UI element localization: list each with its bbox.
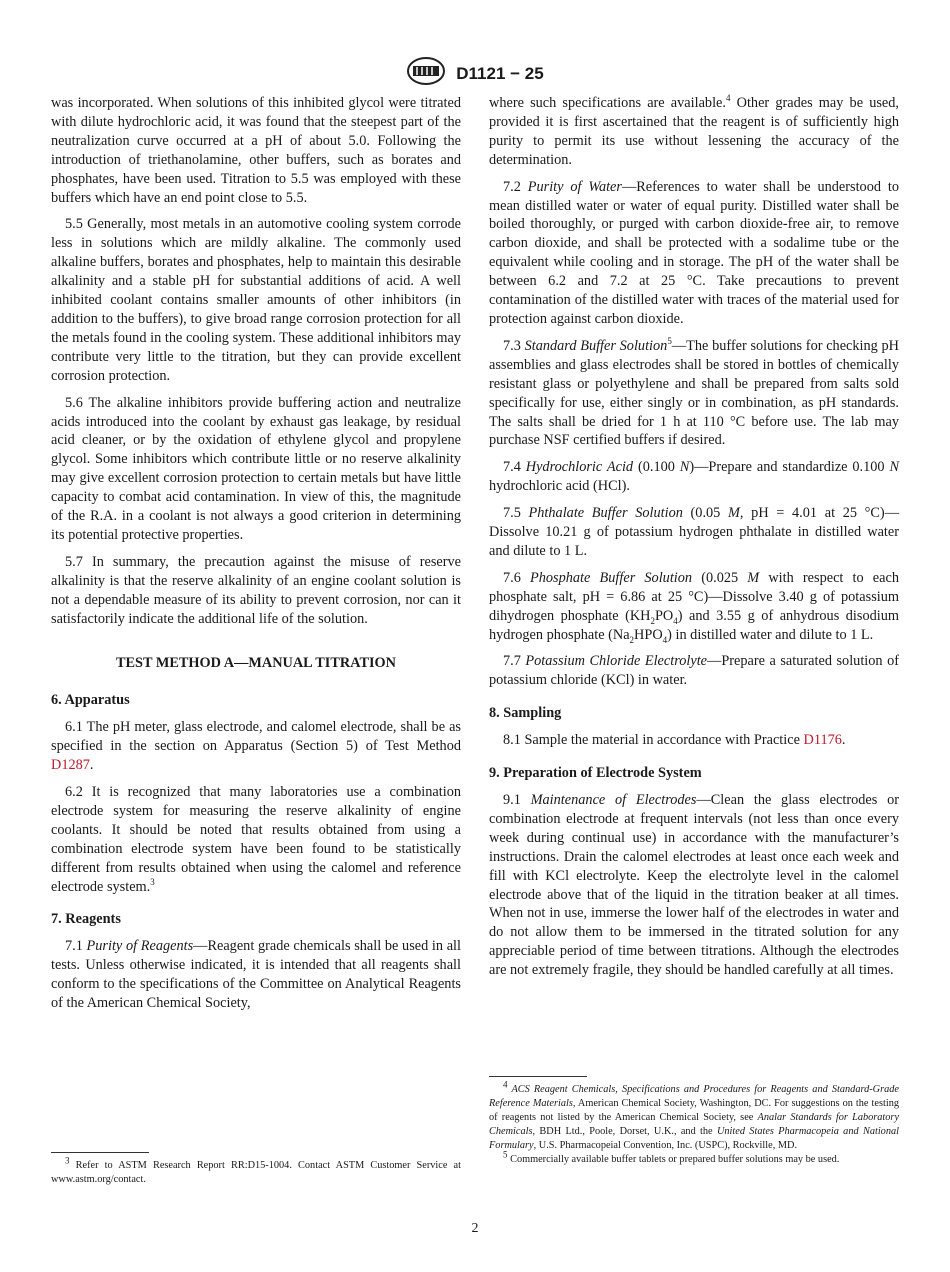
section-9-heading: 9. Preparation of Electrode System xyxy=(489,765,702,782)
paragraph-5-4-continued: was incorporated. When solutions of this inhibited glycol were titrated with dilute hydrochloric acid, it was found that the steepest part of the neutralization curve occurred at a pH of about 5.0. Following the introduction of triethanolamine, other buffers, such as borates and phosphates, have been used. Titration to 5.5 was employed with these buffers which have an end point close to 5.5. xyxy=(51,95,461,206)
paragraph-7-2: 7.2 Purity of Water—References to water shall be understood to mean distilled water or water of equal purity. Distilled water shall be boiled thoroughly, or purged with carbon dioxide-free air, to remove carbon dioxide, and shall be protected with a sodalime tube or the equivalent while cooling and in storage. The pH of the water shall be between 6.2 and 7.2 at 25 °C. Take precautions to prevent contamination of the distilled water with traces of the material used for protection against carbon dioxide. xyxy=(489,178,899,327)
footnote-3: $^3$ Refer to ASTM Research Report RR:D15-1004. Contact ASTM Customer Service at www.astm.org/contact. xyxy=(51,1155,461,1185)
footnote-area-left xyxy=(51,1152,461,1187)
section-7-heading: 7. Reagents xyxy=(51,911,121,928)
page-header xyxy=(0,56,950,91)
section-6-heading: 6. Apparatus xyxy=(51,692,130,709)
footnote-ref-5[interactable]: 5 xyxy=(667,336,672,347)
footnote-ref-3[interactable]: 3 xyxy=(150,876,155,887)
footnote-divider xyxy=(489,1076,587,1077)
astm-logo-icon xyxy=(406,56,446,91)
paragraph-5-5: 5.5 Generally, most metals in an automotive cooling system corrode less in solutions which are mildly alkaline. The commonly used alkaline buffers, borates and phosphates, help to maintain this desirable alkalinity and a stable pH for substantial additions of acid. A well inhibited coolant contains smaller amounts of other inhibitors (in addition to the buffers), to give broad range corrosion protection for all the metals found in the cooling system. These additional inhibitors may contribute very little to the titration, but they can provide excellent corrosion protection. xyxy=(51,216,461,384)
paragraph-7-3: 7.3 Standard Buffer Solution$^5$—The buffer solutions for checking pH assemblies and glass electrodes shall be stored in bottles of chemically resistant glass or polyethylene and shall be prepared from salts sold specifically for use, either singly or in combination, as pH standards. The salts shall be dried for 1 h at 110 °C before use. The lab may purchase NSF certified buffers if desired. xyxy=(489,336,899,449)
paragraph-5-6: 5.6 The alkaline inhibitors provide buffering action and neutralize acids introduced into the coolant by exhaust gas leakage, by residual acid cleaner, or by the oxidation of ethylene glycol and propylene glycol. Some inhibitors which contribute little or no reserve alkalinity may give excellent corrosion protection to certain metals but have little capacity to combat acid contamination. In view of this, the magnitude of the R.A. in a coolant is not always a good criterion in determining its potential protective properties. xyxy=(51,394,461,543)
document-code: D1121 − 25 xyxy=(456,63,544,83)
paragraph-7-1-continued: where such specifications are available.$^4$ Other grades may be used, provided it is first ascertained that the reagent is of sufficiently high purity to permit its use without lessening the accuracy of the determination. xyxy=(489,93,899,168)
paragraph-5-7: 5.7 In summary, the precaution against the misuse of reserve alkalinity is that the reserve alkalinity of an engine coolant solution is not a dependable measure of its ability to prevent corrosion, nor can it satisfactorily indicate the additional life of the solution. xyxy=(51,553,461,627)
section-8-heading: 8. Sampling xyxy=(489,705,562,722)
d1287-link[interactable]: D1287 xyxy=(51,757,90,774)
footnote-divider xyxy=(51,1152,149,1153)
footnote-area-right xyxy=(489,1076,899,1167)
paragraph-6-2: 6.2 It is recognized that many laboratories use a combination electrode system for measuring the reserve alkalinity of engine coolants. It should be noted that results obtained from using a combination electrode system have been found to be statistically different from results obtained when using the calomel and reference electrode system.$^3$ xyxy=(51,784,461,895)
left-column xyxy=(51,94,461,1021)
paragraph-8-1: 8.1 Sample the material in accordance with Practice D1176. xyxy=(503,732,846,749)
right-column xyxy=(489,94,899,988)
footnote-5: $^5$ Commercially available buffer tablets or prepared buffer solutions may be used. xyxy=(503,1149,840,1165)
paragraph-6-1: 6.1 The pH meter, glass electrode, and calomel electrode, shall be as specified in the section on Apparatus (Section 5) of Test Method D1287. xyxy=(51,719,461,774)
page-number: 2 xyxy=(471,1221,479,1236)
paragraph-7-5: 7.5 Phthalate Buffer Solution (0.05 M, pH = 4.01 at 25 °C)—Dissolve 10.21 g of potassium hydrogen phthalate in distilled water and dilute to 1 L. xyxy=(489,505,899,559)
paragraph-7-7: 7.7 Potassium Chloride Electrolyte—Prepare a saturated solution of potassium chloride (KCl) in water. xyxy=(489,653,899,689)
method-a-heading: TEST METHOD A—MANUAL TITRATION xyxy=(115,655,397,672)
paragraph-9-1: 9.1 Maintenance of Electrodes—Clean the glass electrodes or combination electrode at frequent intervals (not less than once every week during continual use) in accordance with the manufacturer’s instructions. Drain the calomel electrodes at least once each week and fill with KCl electrolyte. Keep the electrolyte level in the calomel electrode above that of the liquid in the titration beaker at all times. When not in use, immerse the lower half of the electrodes in water and do not allow them to be immersed in the titrated solution for any appreciable period of time between titrations. Although the electrodes are not extremely fragile, they should be handled carefully at all times. xyxy=(489,792,899,979)
footnote-4: $^4$ ACS Reagent Chemicals, Specifications and Procedures for Reagents and Standard-Grade Reference Materials, American Chemical Society, Washington, DC. For suggestions on the testing of reagents not listed by the American Chemical Society, see Analar Standards for Laboratory Chemicals, BDH Ltd., Poole, Dorset, U.K., and the United States Pharmacopeia and National Formulary, U.S. Pharmacopeial Convention, Inc. (USPC), Rockville, MD. xyxy=(489,1079,900,1151)
footnote-ref-4[interactable]: 4 xyxy=(725,93,731,104)
paragraph-7-6: 7.6 Phosphate Buffer Solution (0.025 M with respect to each phosphate salt, pH = 6.86 at 25 °C)—Dissolve 3.40 g of potassium dihydrogen phosphate $(KH_2PO_4)$ and 3.55 g of anhydrous disodium hydrogen phosphate $(Na_2HPO_4)$ in distilled water and dilute to 1 L. xyxy=(489,569,899,645)
paragraph-7-1: 7.1 Purity of Reagents—Reagent grade chemicals shall be used in all tests. Unless otherwise indicated, it is intended that all reagents shall conform to the specifications of the Committee on Analytical Reagents of the American Chemical Society, xyxy=(51,938,461,1012)
paragraph-7-4: 7.4 Hydrochloric Acid (0.100 N)—Prepare and standardize 0.100 N hydrochloric acid (HCl). xyxy=(489,459,899,495)
d1176-link[interactable]: D1176 xyxy=(803,732,842,749)
